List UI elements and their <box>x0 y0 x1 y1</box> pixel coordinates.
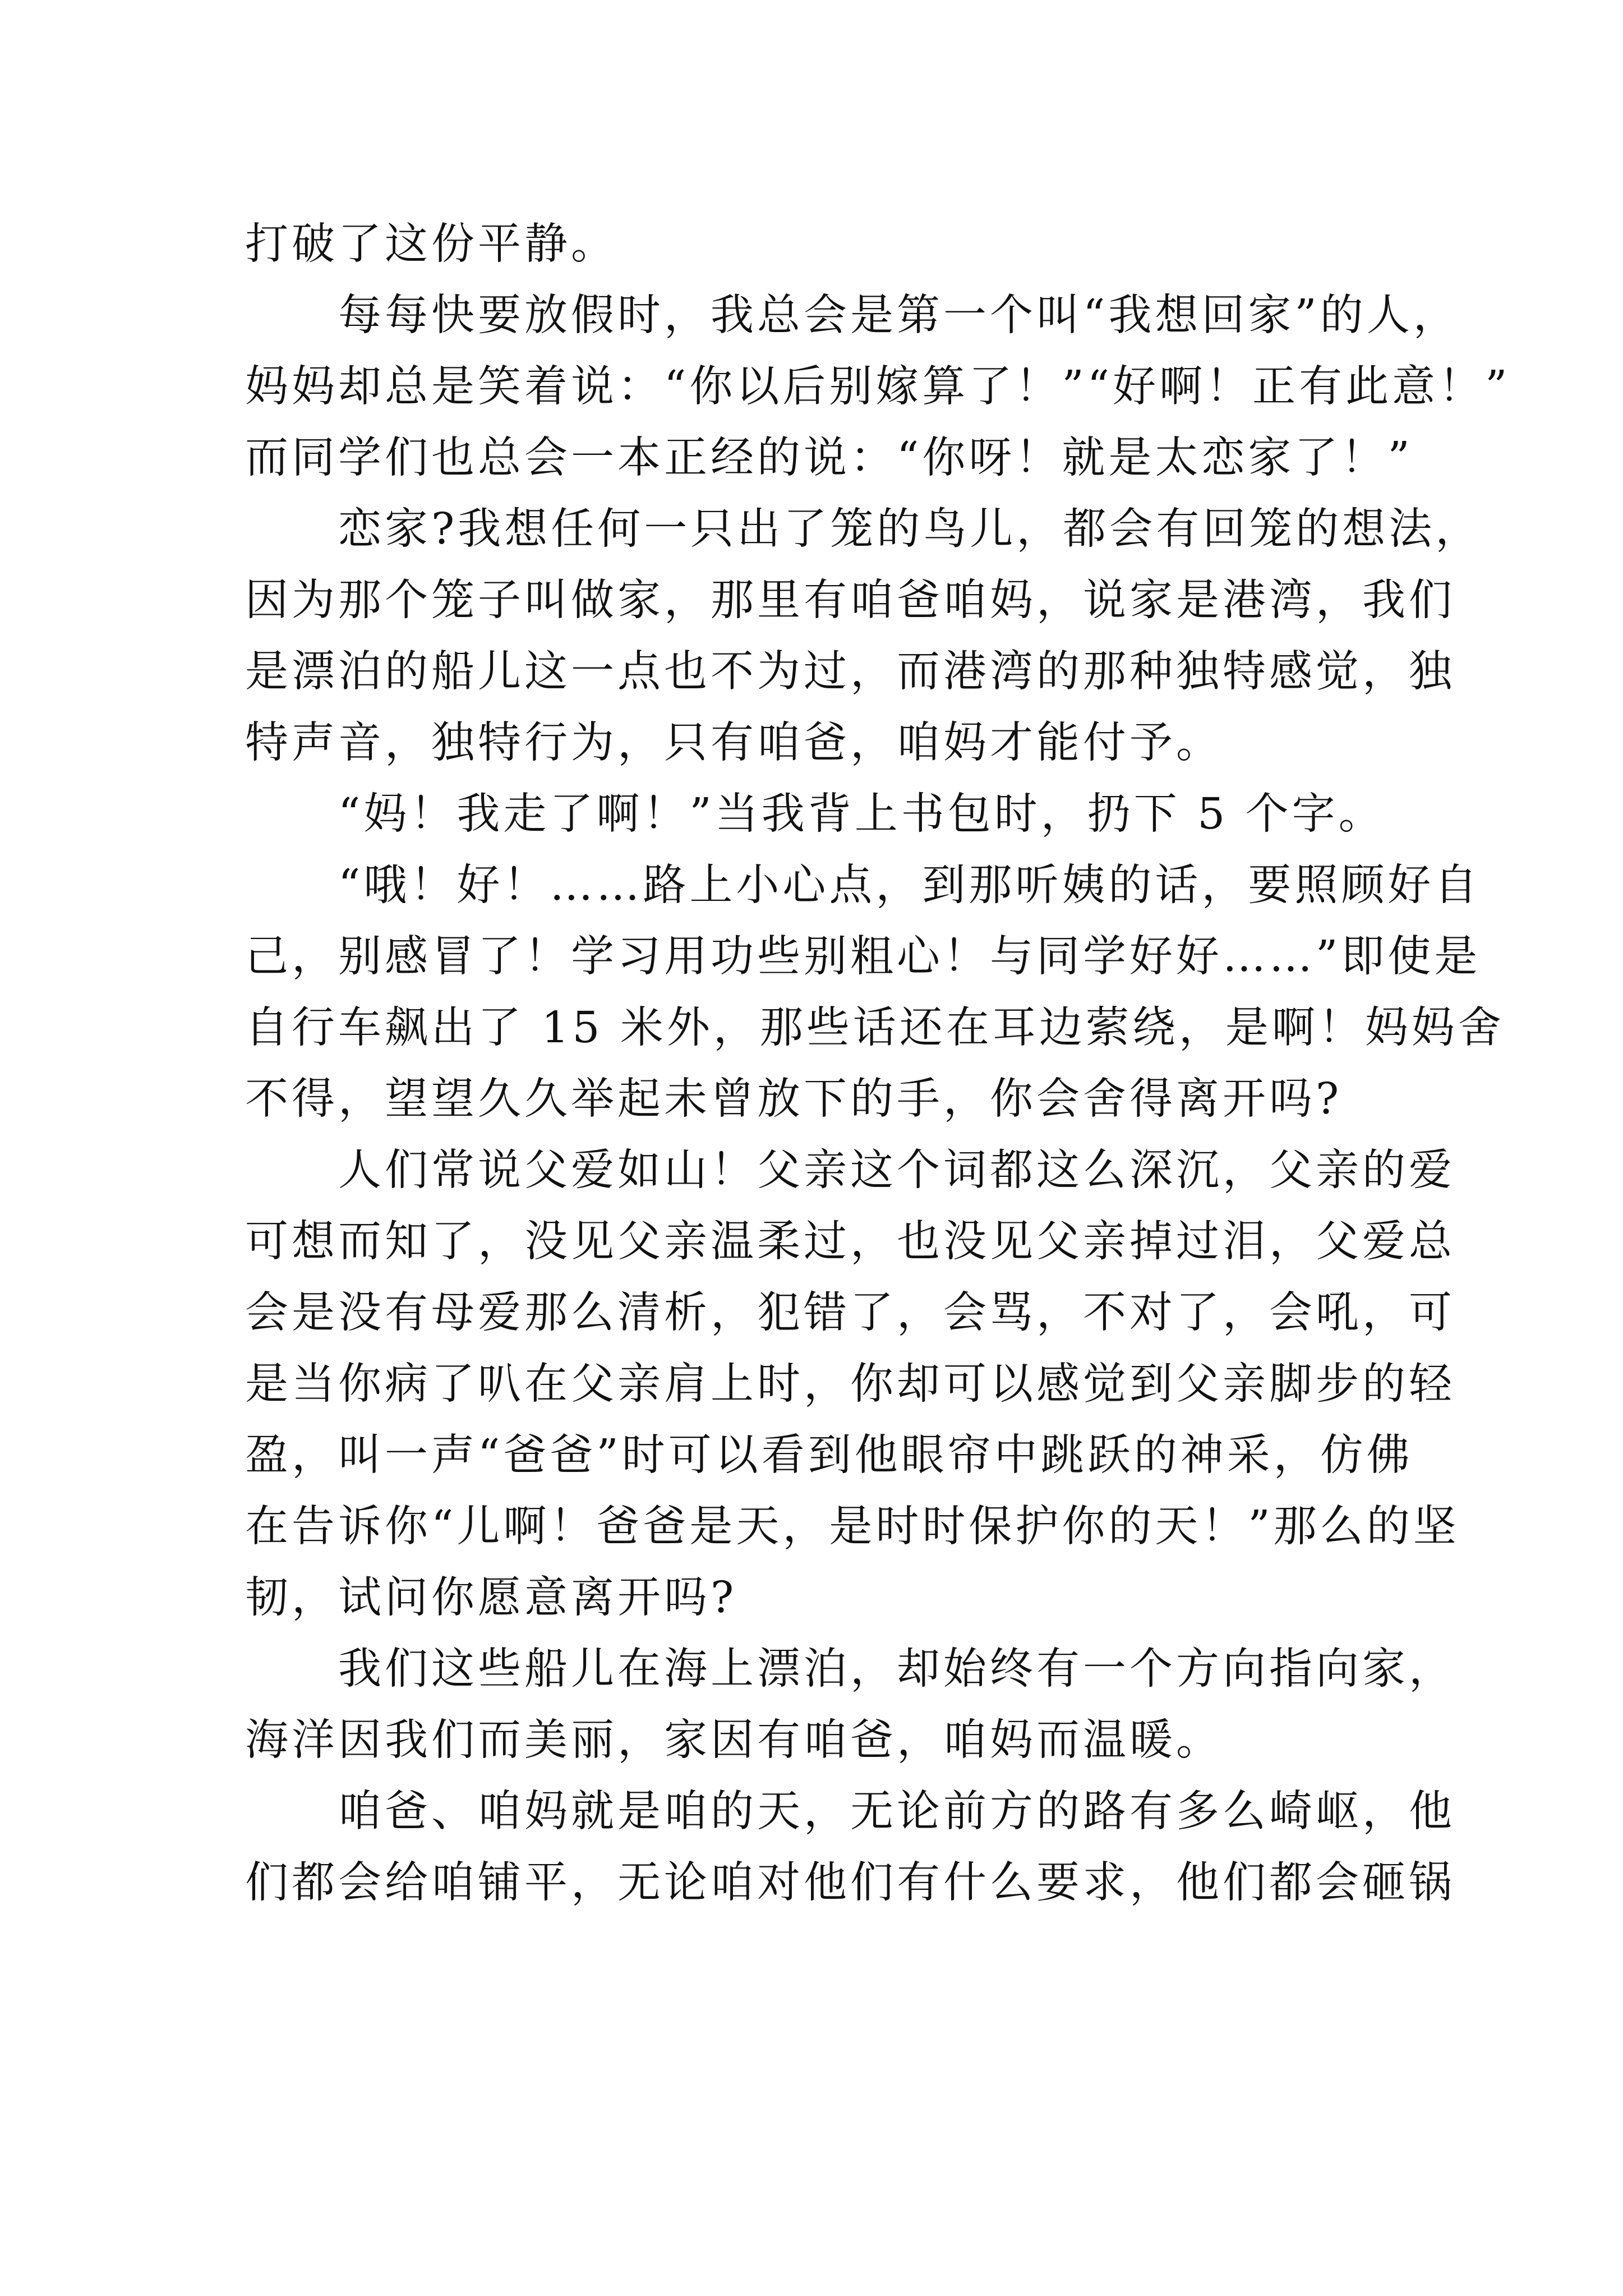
text-line: 咱爸、咱妈就是咱的天，无论前方的路有多么崎岖，他 <box>338 1787 1455 1837</box>
text-line: 韧，试问你愿意离开吗? <box>245 1573 737 1623</box>
text-line: 不得，望望久久举起未曾放下的手，你会舍得离开吗? <box>245 1074 1343 1124</box>
text-line: 们都会给咱铺平，无论咱对他们有什么要求，他们都会砸锅 <box>245 1858 1455 1908</box>
text-line: “妈！我走了啊！”当我背上书包时，扔下 5 个字。 <box>338 789 1385 839</box>
text-line: 恋家?我想任何一只出了笼的鸟儿，都会有回笼的想法， <box>338 504 1482 554</box>
document-body <box>245 209 1511 1918</box>
text-line: 特声音，独特行为，只有咱爸，咱妈才能付予。 <box>245 718 1223 768</box>
text-line: 而同学们也总会一本正经的说：“你呀！就是太恋家了！” <box>245 433 1413 483</box>
text-line: 是当你病了叭在父亲肩上时，你却可以感觉到父亲脚步的轻 <box>245 1359 1455 1409</box>
text-line: 可想而知了，没见父亲温柔过，也没见父亲掉过泪，父爱总 <box>245 1217 1455 1267</box>
text-line: 打破了这份平静。 <box>245 219 617 269</box>
text-line: 每每快要放假时，我总会是第一个叫“我想回家”的人， <box>338 291 1460 341</box>
text-line: 妈妈却总是笑着说：“你以后别嫁算了！”“好啊！正有此意！” <box>245 362 1511 412</box>
text-line: 因为那个笼子叫做家，那里有咱爸咱妈，说家是港湾，我们 <box>245 576 1455 625</box>
text-line: 己，别感冒了！学习用功些别粗心！与同学好好……”即使是 <box>245 932 1481 982</box>
text-line: 是漂泊的船儿这一点也不为过，而港湾的那种独特感觉，独 <box>245 647 1455 697</box>
text-line: 自行车飙出了 15 米外，那些话还在耳边萦绕，是啊！妈妈舍 <box>245 1003 1505 1053</box>
text-line: 我们这些船儿在海上漂泊，却始终有一个方向指向家， <box>338 1644 1455 1694</box>
text-line: 海洋因我们而美丽，家因有咱爸，咱妈而温暖。 <box>245 1715 1223 1765</box>
text-line: 会是没有母爱那么清析，犯错了，会骂，不对了，会吼，可 <box>245 1288 1455 1338</box>
text-line: “哦！好！……路上小心点，到那听姨的话，要照顾好自 <box>338 861 1481 910</box>
text-line: 盈，叫一声“爸爸”时可以看到他眼帘中跳跃的神采，仿佛 <box>245 1430 1413 1480</box>
text-line: 人们常说父爱如山！父亲这个词都这么深沉，父亲的爱 <box>338 1145 1455 1195</box>
text-line: 在告诉你“儿啊！爸爸是天，是时时保护你的天！”那么的坚 <box>245 1502 1460 1552</box>
